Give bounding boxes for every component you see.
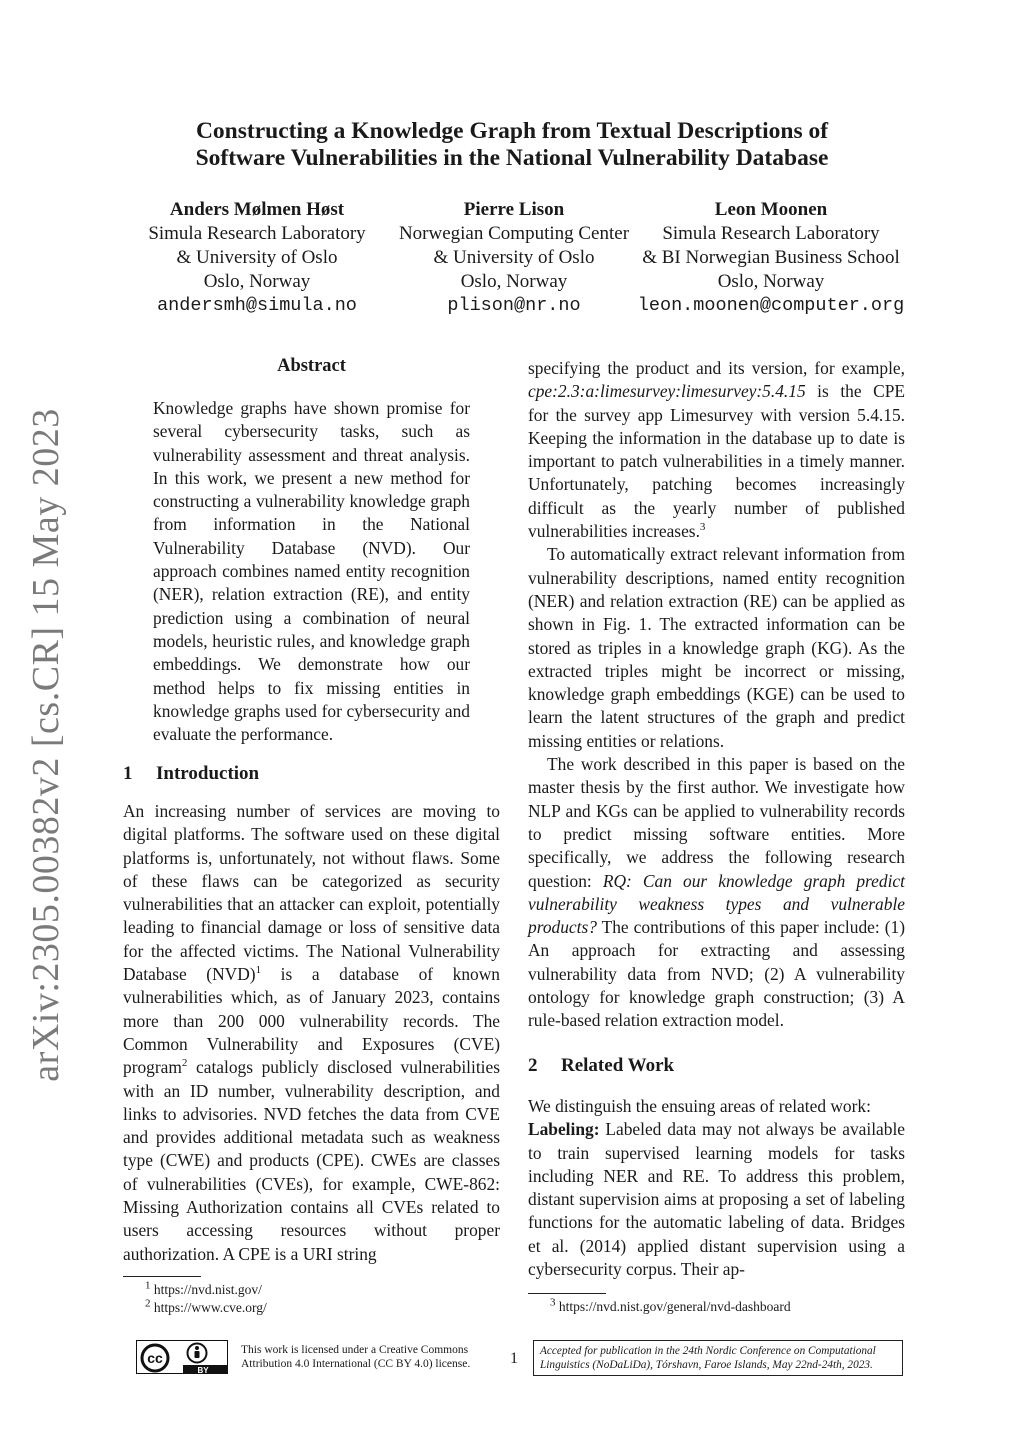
footnote-3: $^3$ https://nvd.nist.gov/general/nvd-dashboard [550, 1296, 791, 1314]
labeling-run-in-heading: Labeling: [528, 1119, 600, 1140]
title-line-1: Constructing a Knowledge Graph from Textual Descriptions of [195, 118, 829, 144]
research-question: RQ: Can our knowledge graph predict vulnerability weakness types and vulnerable products? [528, 870, 905, 938]
page-number: 1 [510, 1350, 518, 1367]
footnote-ref[interactable]: 2 [181, 1057, 188, 1070]
footnote-link[interactable]: https://www.cve.org/ [153, 1300, 267, 1315]
footnote-ref[interactable]: 3 [699, 521, 706, 534]
arxiv-identifier: arXiv:2305.00382v2 [cs.CR] 15 May 2023 [25, 408, 67, 1082]
abstract-text: Knowledge graphs have shown promise for several cybersecurity tasks, such as vulnerability assessment and threat analysis. In this work, we present a new method for constructing a vulnerability knowledge graph from information in the National Vulnerability Database (NVD). Our approach combines named entity recognition (NER), relation extraction (RE), and entity prediction using a combination of neural models, heuristic rules, and knowledge graph embeddings. We demonstrate how our method helps to fix missing entities in knowledge graphs used for cybersecurity and evaluate the performance. [153, 398, 470, 745]
footnote-rule [528, 1293, 606, 1294]
section-title: Related Work [561, 1055, 675, 1076]
footnote-ref[interactable]: 1 [255, 964, 262, 977]
cc-by-logo-icon [137, 1341, 228, 1374]
related-labeling-paragraph: Labeling: Labeled data may not always be available to train supervised learning models for tasks including NER and RE. To address this problem, distant supervision aims at proposing a set of labeling functions for the automatic labeling of data. Bridges et al. (2014) applied distant supervision using a cybersecurity corpus. Their ap- [528, 1119, 905, 1280]
intro-paragraph-1-continued: specifying the product and its version, for example, cpe:2.3:a:limesurvey:limesurvey:5.4.15 is the CPE for the survey app Limesurvey with version 5.4.15. Keeping the information in the database up to date is important to patch vulnerabilities in a timely manner. Unfortunately, patching becomes increasingly difficult as the yearly number of published vulnerabilities increases.$^3$ [528, 358, 905, 542]
author-affiliation: & University of Oslo [433, 247, 595, 268]
footnote-1: $^1$ https://nvd.nist.gov/ [145, 1279, 262, 1297]
author-name: Leon Moonen [714, 199, 828, 220]
author-affiliation: Simula Research Laboratory [662, 223, 880, 244]
author-affiliation: Simula Research Laboratory [148, 223, 366, 244]
intro-paragraph-1: An increasing number of services are moving to digital platforms. The software used on these digital platforms is, unfortunately, not without flaws. Some of these flaws can be categorized as security vulnerabilities that an attacker can exploit, potentially leading to financial damage or loss of sensitive data for the affected victims. The National Vulnerability Database (NVD)$^1$ is a database of known vulnerabilities which, as of January 2023, contains more than 200 000 vulnerability records. The Common Vulnerability and Exposures (CVE) program$^2$ catalogs publicly disclosed vulnerabilities with an ID number, vulnerability description, and links to advisories. NVD fetches the data from CVE and provides additional metadata such as weakness type (CWE) and products (CPE). CWEs are classes of vulnerabilities (CVEs), for example, CWE-862: Missing Authorization contains all CVEs related to users accessing resources without proper authorization. A CPE is a URI string [123, 801, 500, 1264]
footnote-rule [123, 1276, 201, 1277]
section-number: 2 [528, 1055, 538, 1076]
section-heading-related-work [528, 1055, 674, 1077]
cc-label: cc [147, 1350, 163, 1366]
author-affiliation: Norwegian Computing Center [398, 223, 630, 244]
cc-by-license-badge[interactable] [136, 1340, 228, 1374]
license-notice: This work is licensed under a Creative Commons Attribution 4.0 International (CC BY 4.0) license. [241, 1344, 471, 1370]
author-email[interactable]: plison@nr.no [447, 295, 581, 316]
author-block-2 [386, 198, 642, 318]
publication-notice: Accepted for publication in the 24th Nordic Conference on Computational Linguistics (NoDaLiDa), Tórshavn, Faroe Islands, May 22nd-24th, 2023. [533, 1340, 903, 1376]
author-email[interactable]: leon.moonen@computer.org [637, 295, 905, 316]
author-affiliation: & University of Oslo [176, 247, 338, 268]
author-location: Oslo, Norway [460, 271, 568, 292]
right-column-text [528, 357, 905, 1033]
author-name: Anders Mølmen Høst [169, 199, 345, 220]
section-number: 1 [123, 763, 133, 784]
cpe-example: cpe:2.3:a:limesurvey:limesurvey:5.4.15 [528, 381, 806, 402]
author-block-3 [620, 198, 922, 318]
paper-title [122, 118, 902, 172]
author-email[interactable]: andersmh@simula.no [157, 295, 357, 316]
author-name: Pierre Lison [463, 199, 565, 220]
abstract-heading: Abstract [277, 356, 346, 376]
author-location: Oslo, Norway [717, 271, 825, 292]
by-label: BY [197, 1366, 209, 1374]
author-block-1 [137, 198, 377, 318]
section-heading-introduction [123, 763, 259, 785]
footnote-link[interactable]: https://nvd.nist.gov/general/nvd-dashboard [558, 1299, 791, 1314]
footnote-link[interactable]: https://nvd.nist.gov/ [153, 1282, 262, 1297]
related-intro: We distinguish the ensuing areas of related work: [528, 1096, 871, 1116]
title-line-2: Software Vulnerabilities in the National Vulnerability Database [195, 145, 829, 171]
intro-paragraph-2: To automatically extract relevant information from vulnerability descriptions, named entity recognition (NER) and relation extraction (RE) can be applied as shown in Fig. 1. The extracted information can be stored as triples in a knowledge graph (KG). As the extracted triples might be incorrect or missing, knowledge graph embeddings (KGE) can be used to learn the latent structures of the graph and predict missing entities or relations. [528, 544, 905, 751]
author-affiliation: & BI Norwegian Business School [642, 247, 900, 268]
section-title: Introduction [156, 763, 260, 784]
author-location: Oslo, Norway [203, 271, 311, 292]
intro-paragraph-3: The work described in this paper is based on the master thesis by the first author. We investigate how NLP and KGs can be applied to vulnerability records to predict missing software entities. More specifically, we address the following research question: RQ: Can our knowledge graph predict vulnerability weakness types and vulnerable products? The contributions of this paper include: (1) An approach for extracting and assessing vulnerability data from NVD; (2) A vulnerability ontology for knowledge graph construction; (3) A rule-based relation extraction model. [528, 754, 905, 1031]
footnote-2: $^2$ https://www.cve.org/ [145, 1297, 267, 1315]
related-work-text [528, 1095, 905, 1281]
